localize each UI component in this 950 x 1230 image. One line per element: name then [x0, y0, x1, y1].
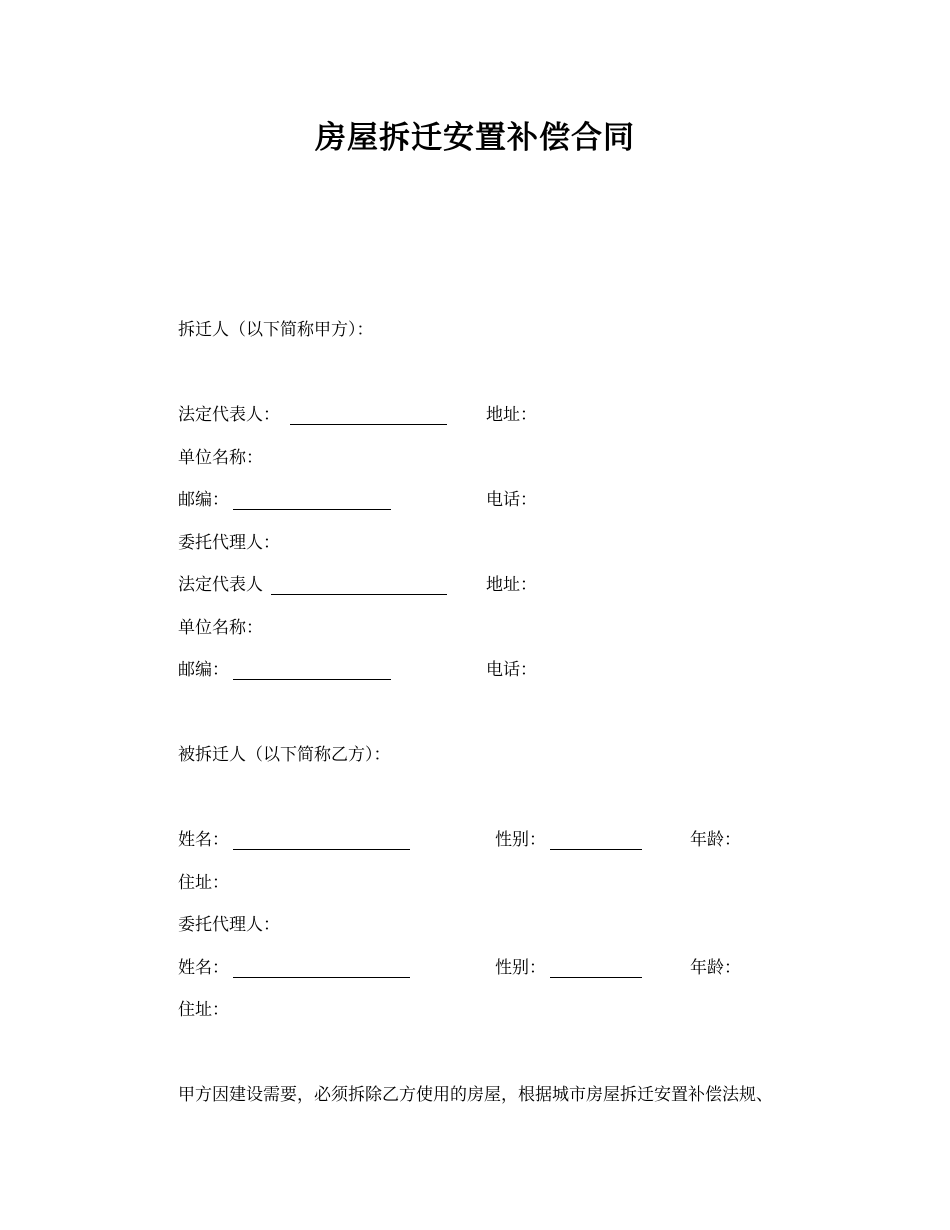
- party-b-heading: 被拆迁人（以下简称乙方）：: [178, 745, 391, 765]
- gender-label: 性别：: [495, 830, 546, 850]
- postcode2-label: 邮编：: [178, 660, 229, 680]
- phone2-label: 电话：: [486, 660, 537, 680]
- agent-label: 委托代理人：: [178, 533, 280, 553]
- document-title: 房屋拆迁安置补偿合同: [315, 120, 635, 156]
- unit-name-label: 单位名称：: [178, 448, 263, 468]
- party-a-heading: 拆迁人（以下简称甲方）：: [178, 320, 374, 340]
- gender2-blank: [550, 977, 642, 978]
- legal-rep2-label: 法定代表人: [178, 575, 263, 595]
- unit-name2-label: 单位名称：: [178, 618, 263, 638]
- residence-label: 住址：: [178, 873, 229, 893]
- phone-label: 电话：: [486, 490, 537, 510]
- gender2-label: 性别：: [495, 958, 546, 978]
- postcode2-blank: [233, 679, 391, 680]
- name-label: 姓名：: [178, 830, 229, 850]
- name2-label: 姓名：: [178, 958, 229, 978]
- residence2-label: 住址：: [178, 1000, 229, 1020]
- name2-blank: [233, 977, 410, 978]
- gender-blank: [550, 849, 642, 850]
- age-label: 年龄：: [690, 830, 741, 850]
- address-label: 地址：: [486, 405, 537, 425]
- postcode-label: 邮编：: [178, 490, 229, 510]
- legal-rep2-blank: [271, 594, 447, 595]
- address2-label: 地址：: [486, 575, 537, 595]
- name-blank: [233, 849, 410, 850]
- agent-b-label: 委托代理人：: [178, 915, 280, 935]
- postcode-blank: [233, 509, 391, 510]
- age2-label: 年龄：: [690, 958, 741, 978]
- legal-rep-label: 法定代表人：: [178, 405, 280, 425]
- legal-rep-blank: [290, 424, 447, 425]
- body-paragraph: 甲方因建设需要，必须拆除乙方使用的房屋，根据城市房屋拆迁安置补偿法规、: [178, 1085, 773, 1105]
